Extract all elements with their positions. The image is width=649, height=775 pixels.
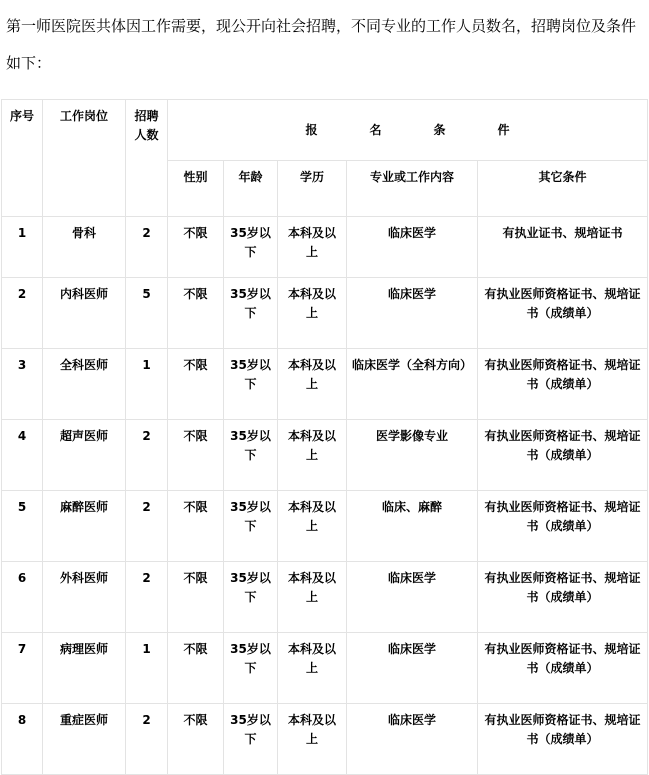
cell-gender: 不限 [168, 633, 224, 704]
cell-post: 超声医师 [43, 420, 126, 491]
cell-age: 35岁以 下 [224, 420, 278, 491]
cell-other: 有执业证书、规培证书 [478, 217, 648, 278]
cell-post: 病理医师 [43, 633, 126, 704]
cell-age: 35岁以 下 [224, 633, 278, 704]
cell-education: 本科及以 上 [278, 217, 347, 278]
cell-age: 35岁以 下 [224, 217, 278, 278]
cell-gender: 不限 [168, 420, 224, 491]
cell-other: 有执业医师资格证书、规培证 书（成绩单） [478, 633, 648, 704]
header-conditions: 报 名 条 件 [168, 100, 648, 161]
cell-education: 本科及以 上 [278, 420, 347, 491]
cell-major: 临床医学 [347, 633, 478, 704]
table-row [2, 420, 648, 491]
header-count: 招聘 人数 [126, 100, 168, 217]
cell-post: 骨科 [43, 217, 126, 278]
cell-count: 2 [126, 491, 168, 562]
cell-education: 本科及以 上 [278, 633, 347, 704]
cell-seq: 7 [2, 633, 43, 704]
cell-major: 临床医学 [347, 217, 478, 278]
cell-age: 35岁以 下 [224, 562, 278, 633]
cell-count: 5 [126, 278, 168, 349]
cell-post: 全科医师 [43, 349, 126, 420]
cell-other: 有执业医师资格证书、规培证 书（成绩单） [478, 278, 648, 349]
cell-age: 35岁以 下 [224, 704, 278, 775]
cell-gender: 不限 [168, 704, 224, 775]
cell-other: 有执业医师资格证书、规培证 书（成绩单） [478, 349, 648, 420]
cell-count: 1 [126, 349, 168, 420]
header-post: 工作岗位 [43, 100, 126, 217]
table-row [2, 704, 648, 775]
cell-age: 35岁以 下 [224, 349, 278, 420]
cell-major: 临床医学（全科方向） [347, 349, 478, 420]
cell-seq: 8 [2, 704, 43, 775]
cell-count: 2 [126, 562, 168, 633]
header-seq: 序号 [2, 100, 43, 217]
recruitment-table [1, 99, 648, 775]
header-age: 年龄 [224, 161, 278, 217]
cell-age: 35岁以 下 [224, 491, 278, 562]
cell-count: 2 [126, 704, 168, 775]
cell-gender: 不限 [168, 491, 224, 562]
cell-count: 2 [126, 420, 168, 491]
cell-post: 重症医师 [43, 704, 126, 775]
cell-education: 本科及以 上 [278, 491, 347, 562]
header-gender: 性别 [168, 161, 224, 217]
table-row [2, 278, 648, 349]
cell-seq: 4 [2, 420, 43, 491]
cell-count: 1 [126, 633, 168, 704]
cell-gender: 不限 [168, 217, 224, 278]
header-major: 专业或工作内容 [347, 161, 478, 217]
cell-post: 内科医师 [43, 278, 126, 349]
header-other: 其它条件 [478, 161, 648, 217]
cell-other: 有执业医师资格证书、规培证 书（成绩单） [478, 562, 648, 633]
cell-gender: 不限 [168, 278, 224, 349]
cell-gender: 不限 [168, 349, 224, 420]
cell-major: 医学影像专业 [347, 420, 478, 491]
cell-seq: 1 [2, 217, 43, 278]
cell-post: 外科医师 [43, 562, 126, 633]
cell-other: 有执业医师资格证书、规培证 书（成绩单） [478, 704, 648, 775]
cell-seq: 6 [2, 562, 43, 633]
table-row [2, 217, 648, 278]
cell-education: 本科及以 上 [278, 278, 347, 349]
table-row [2, 491, 648, 562]
cell-seq: 3 [2, 349, 43, 420]
cell-major: 临床医学 [347, 562, 478, 633]
cell-major: 临床、麻醉 [347, 491, 478, 562]
table-row [2, 633, 648, 704]
cell-other: 有执业医师资格证书、规培证 书（成绩单） [478, 491, 648, 562]
cell-post: 麻醉医师 [43, 491, 126, 562]
header-education: 学历 [278, 161, 347, 217]
cell-education: 本科及以 上 [278, 562, 347, 633]
cell-age: 35岁以 下 [224, 278, 278, 349]
intro-paragraph: 第一师医院医共体因工作需要，现公开向社会招聘，不同专业的工作人员数名，招聘岗位及条件如下： [6, 17, 637, 72]
cell-major: 临床医学 [347, 278, 478, 349]
table-row [2, 562, 648, 633]
cell-gender: 不限 [168, 562, 224, 633]
cell-education: 本科及以 上 [278, 704, 347, 775]
cell-seq: 5 [2, 491, 43, 562]
cell-major: 临床医学 [347, 704, 478, 775]
cell-education: 本科及以 上 [278, 349, 347, 420]
cell-count: 2 [126, 217, 168, 278]
cell-other: 有执业医师资格证书、规培证 书（成绩单） [478, 420, 648, 491]
header-row-1 [2, 100, 648, 161]
table-row [2, 349, 648, 420]
cell-seq: 2 [2, 278, 43, 349]
